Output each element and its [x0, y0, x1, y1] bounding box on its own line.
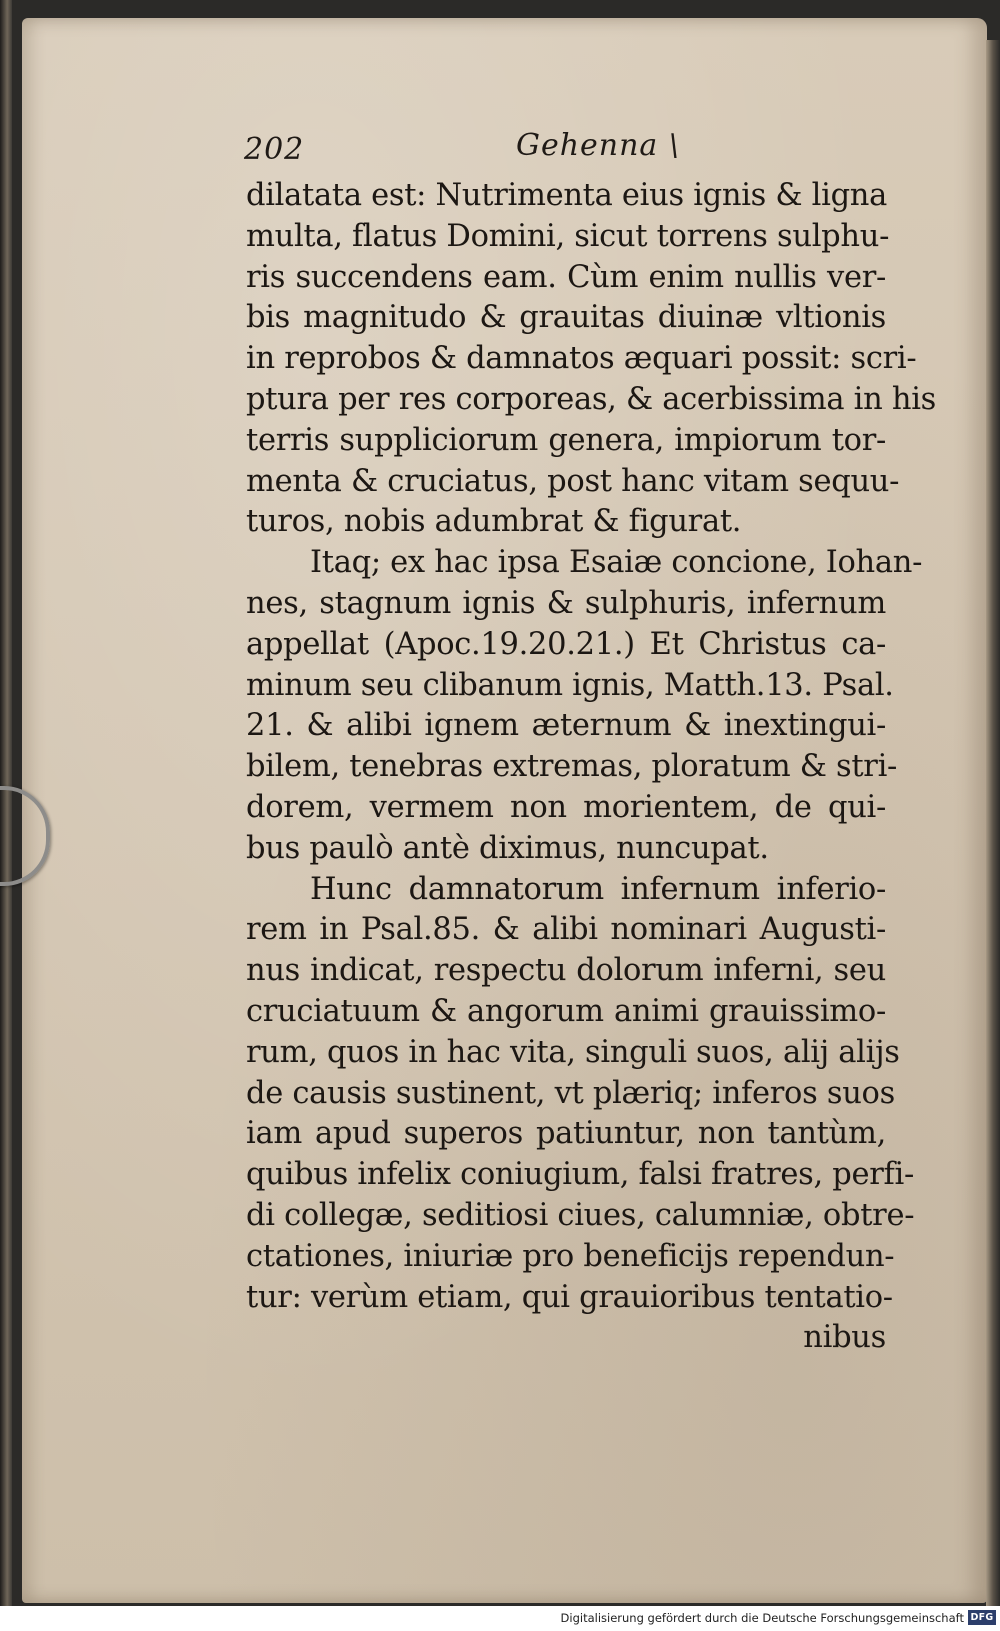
text-line: quibus infelix coniugium, falsi fratres, perfi-: [246, 1157, 915, 1193]
text-line: turos, nobis adumbrat & figurat.: [246, 504, 742, 540]
book-page: [22, 18, 987, 1603]
text-line: rum, quos in hac vita, singuli suos, alij alijs: [246, 1034, 900, 1070]
text-line: minum seu clibanum ignis, Matth.13. Psal.: [246, 667, 894, 703]
text-line: ris succendens eam. Cùm enim nullis ver-: [246, 259, 886, 295]
text-line: ctationes, iniuriæ pro beneficijs rependun-: [246, 1238, 895, 1274]
text-line: 21. & alibi ignem æternum & inextingui-: [246, 708, 886, 744]
page-number: 202: [244, 132, 305, 167]
text-line: in reprobos & damnatos æquari possit: scri-: [246, 341, 917, 377]
text-line: di collegæ, seditiosi ciues, calumniæ, obtre-: [246, 1197, 915, 1233]
running-head: Gehenna \: [516, 128, 680, 163]
text-line: de causis sustinent, vt plæriq; inferos suos: [246, 1075, 895, 1111]
text-line: Hunc damnatorum infernum inferio-: [310, 871, 886, 907]
text-line: bis magnitudo & grauitas diuinæ vltionis: [246, 300, 886, 336]
text-line: nes, stagnum ignis & sulphuris, infernum: [246, 585, 886, 621]
funding-credit: Digitalisierung gefördert durch die Deutsche Forschungsgemeinschaft: [560, 1611, 964, 1625]
text-line: cruciatuum & angorum animi grauissimo-: [246, 993, 886, 1029]
catchword: nibus: [803, 1320, 886, 1356]
page-fore-edge: [986, 40, 1000, 1606]
text-line: appellat (Apoc.19.20.21.) Et Christus ca-: [246, 626, 886, 662]
text-line: menta & cruciatus, post hanc vitam sequu-: [246, 463, 900, 499]
text-line: nus indicat, respectu dolorum inferni, seu: [246, 953, 886, 989]
text-line: rem in Psal.85. & alibi nominari Augusti-: [246, 912, 886, 948]
footer-bar: [0, 1606, 1000, 1631]
text-line: tur: verùm etiam, qui grauioribus tentatio-: [246, 1279, 893, 1315]
text-line: bilem, tenebras extremas, ploratum & stri-: [246, 749, 898, 785]
dfg-logo: DFG: [968, 1610, 996, 1625]
page-header: [22, 18, 987, 178]
text-line: terris suppliciorum genera, impiorum tor-: [246, 422, 886, 458]
text-line: Itaq; ex hac ipsa Esaiæ concione, Iohan-: [310, 545, 923, 581]
body-text: [246, 176, 936, 1359]
text-line: iam apud superos patiuntur, non tantùm,: [246, 1116, 886, 1152]
text-line: bus paulò antè diximus, nuncupat.: [246, 830, 769, 866]
text-line: ptura per res corporeas, & acerbissima in his: [246, 381, 936, 417]
text-line: dorem, vermem non morientem, de qui-: [246, 789, 886, 825]
text-line: multa, flatus Domini, sicut torrens sulphu-: [246, 218, 890, 254]
text-line: dilatata est: Nutrimenta eius ignis & ligna: [246, 178, 888, 213]
